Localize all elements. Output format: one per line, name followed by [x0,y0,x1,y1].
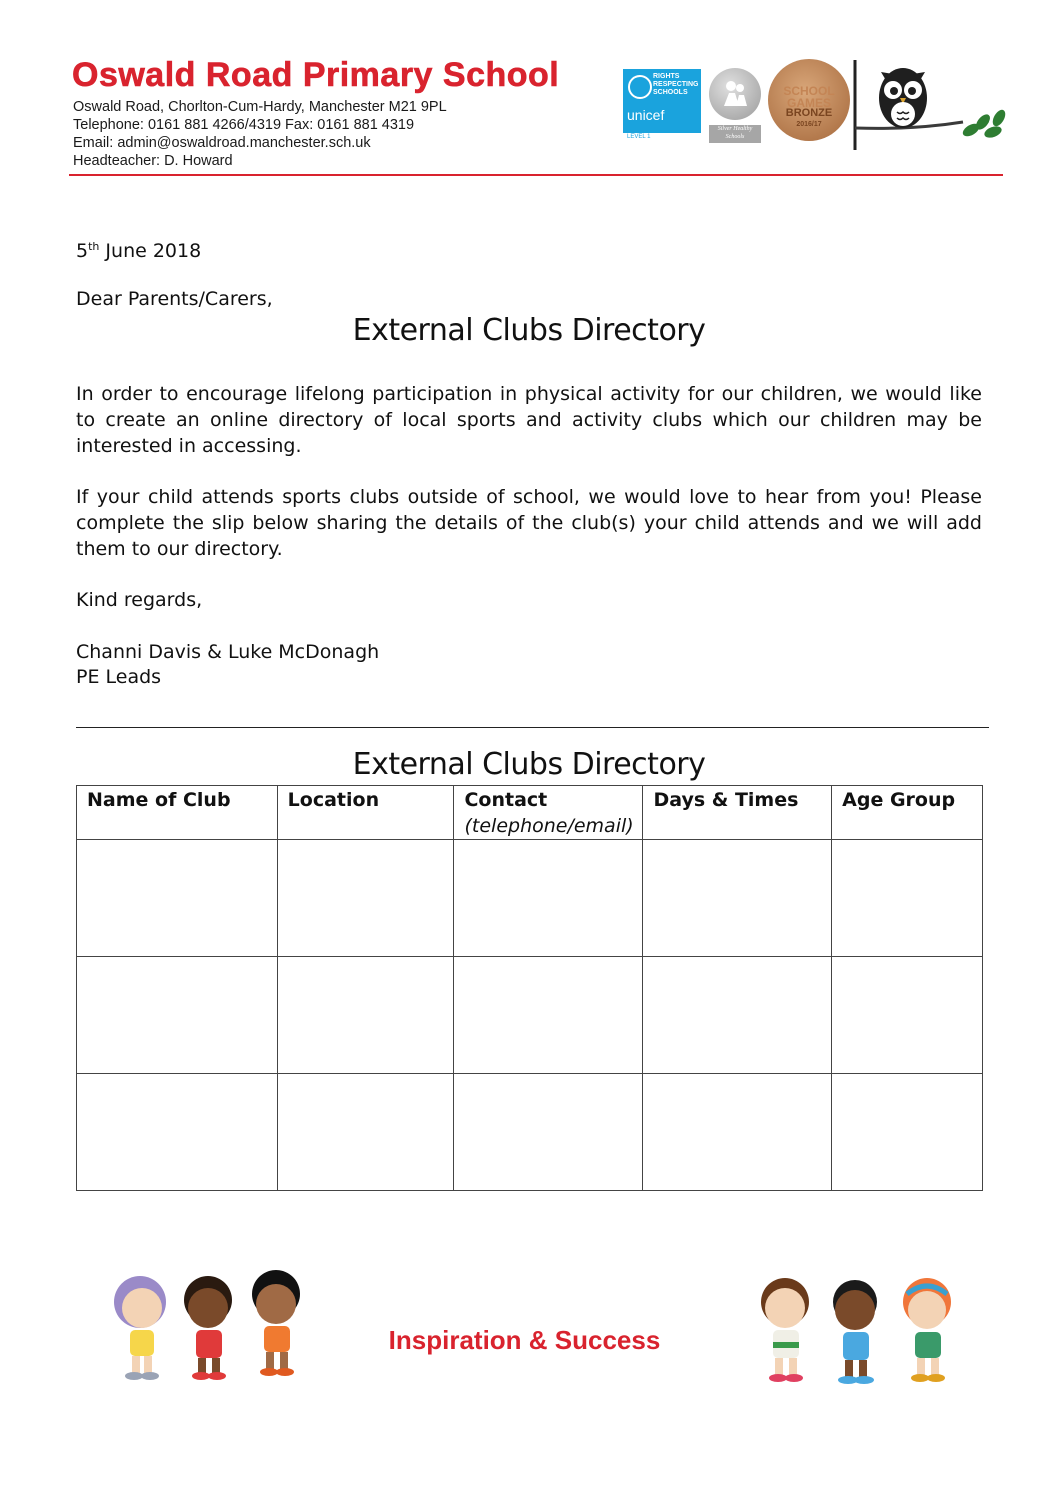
table-cell[interactable] [832,957,983,1074]
clubs-table [76,785,983,1191]
games-level: BRONZE [785,107,833,119]
games-year: 2016/17 [796,121,822,128]
table-cell[interactable] [643,957,832,1074]
children-illustration-left-icon [96,1264,316,1384]
col-label: Name of Club [87,789,231,811]
col-header-age-group [832,786,983,840]
closing: Kind regards, [76,589,203,611]
headteacher: Headteacher: D. Howard [73,153,233,169]
table-cell[interactable] [454,840,643,957]
table-cell[interactable] [832,1074,983,1191]
letter-date [76,234,982,264]
table-header-row [77,786,983,840]
school-address: Oswald Road, Chorlton-Cum-Hardy, Manchester M21 9PL [73,99,447,115]
table-row [77,840,983,957]
table-cell[interactable] [643,1074,832,1191]
paragraph-2: If your child attends sports clubs outside of school, we would love to hear from you! Please complete the slip below sharing the details of the club(s) your child attends and we will add them to our directory. [76,486,982,560]
col-label: Location [287,789,380,811]
rrs-level: LEVEL 1 [627,134,651,140]
tear-off-divider [76,727,989,728]
table-cell[interactable] [77,957,278,1074]
col-label: Days & Times [653,789,799,811]
salutation: Dear Parents/Carers, [76,288,273,310]
table-cell[interactable] [77,840,278,957]
table-cell[interactable] [832,840,983,957]
date-rest: June 2018 [99,240,202,262]
col-sublabel: (telephone/email) [464,815,634,837]
table-row [77,1074,983,1191]
family-icon [709,68,761,120]
col-label: Age Group [842,789,956,811]
slip-title: External Clubs Directory [352,747,706,782]
date-day: 5 [76,240,89,262]
school-email: Email: admin@oswaldroad.manchester.sch.uk [73,135,371,151]
paragraph-1: In order to encourage lifelong participation in physical activity for our children, we would like to create an online directory of local sports and activity clubs which our children may be interested in accessing. [76,383,982,457]
school-games-bronze-badge [768,59,850,141]
children-illustration-right-icon [745,1264,970,1389]
games-label: SCHOOL GAMES [783,84,835,110]
signatory-role: PE Leads [76,666,162,688]
col-header-contact [454,786,643,840]
signatories: Channi Davis & Luke McDonagh [76,641,380,663]
table-cell[interactable] [277,840,454,957]
healthy-schools-badge [709,68,761,120]
table-row [77,957,983,1074]
header-divider [69,174,1003,176]
owl-logo-icon [853,60,1009,154]
school-telephone: Telephone: 0161 881 4266/4319 Fax: 0161 881 4319 [73,117,415,133]
table-cell[interactable] [277,957,454,1074]
col-header-name-of-club [77,786,278,840]
table-cell[interactable] [77,1074,278,1191]
col-header-location [277,786,454,840]
table-cell[interactable] [277,1074,454,1191]
unicef-rights-respecting-badge [623,69,701,133]
table-cell[interactable] [454,957,643,1074]
table-cell[interactable] [643,840,832,957]
table-cell[interactable] [454,1074,643,1191]
rrs-label: RIGHTS RESPECTING SCHOOLS [653,73,699,96]
date-suffix: th [88,240,100,253]
unicef-label: unicef [627,107,665,123]
school-name: Oswald Road Primary School [72,56,560,94]
letter-title: External Clubs Directory [352,313,706,348]
healthy-schools-tag: Silver Healthy Schools [709,125,761,143]
globe-icon [628,75,652,99]
col-header-days-times [643,786,832,840]
footer-motto: Inspiration & Success [388,1325,661,1355]
col-label: Contact [464,789,548,811]
